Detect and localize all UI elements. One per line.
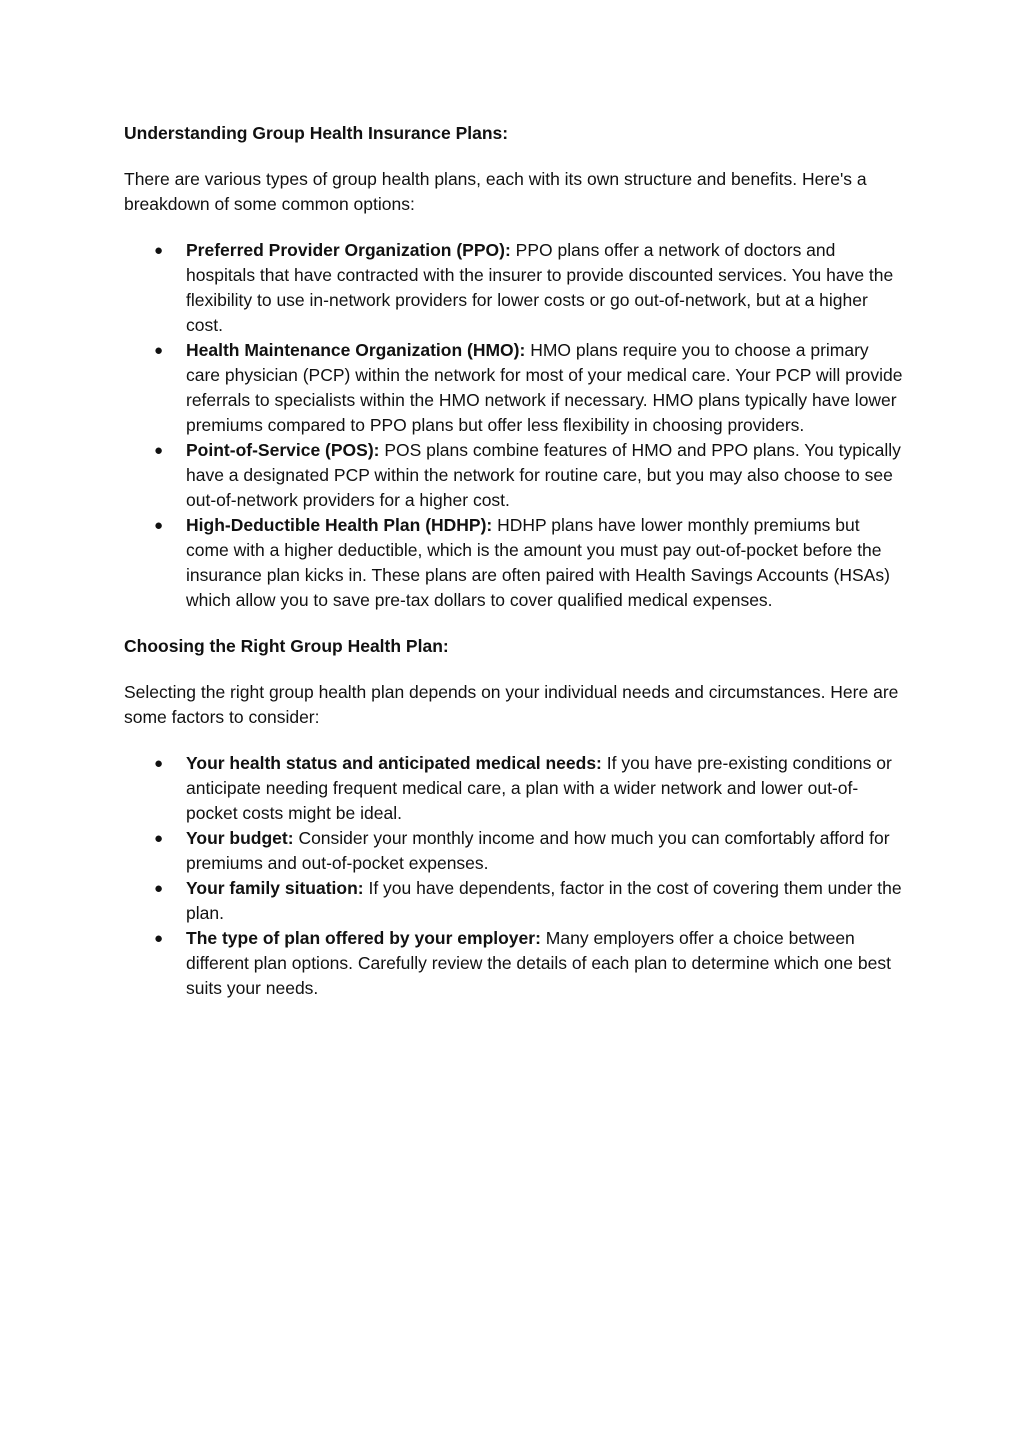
list-item-text: PPO plans offer a network of doctors and hospitals that have contracted with the insurer to provide discounted services. You have the flexibility to use in-network providers for lower costs or go out-of-network, but at a higher cost. xyxy=(186,240,894,335)
bullet-icon: ● xyxy=(154,242,164,259)
list-item-text: Consider your monthly income and how much you can comfortably afford for premiums and out-of-pocket expenses. xyxy=(186,828,890,873)
list-item-term: Your budget: xyxy=(186,828,294,848)
list-item-text: Many employers offer a choice between different plan options. Carefully review the details of each plan to determine which one best suits your needs. xyxy=(186,928,891,998)
document-page xyxy=(124,121,904,1001)
list-item-text: POS plans combine features of HMO and PPO plans. You typically have a designated PCP within the network for routine care, but you may also choose to see out-of-network providers for a higher cost. xyxy=(186,440,901,510)
section-intro-choosing: Selecting the right group health plan depends on your individual needs and circumstances. Here are some factors to consider: xyxy=(124,682,899,727)
bullet-icon: ● xyxy=(154,830,164,847)
bullet-icon: ● xyxy=(154,517,164,534)
list-item-term: The type of plan offered by your employer: xyxy=(186,928,541,948)
list-item-text: If you have dependents, factor in the cost of covering them under the plan. xyxy=(186,878,902,923)
bullet-icon: ● xyxy=(154,930,164,947)
section-intro-plans: There are various types of group health plans, each with its own structure and benefits. Here's a breakdown of some common options: xyxy=(124,169,867,214)
list-item-term: Your health status and anticipated medical needs: xyxy=(186,753,602,773)
list-item xyxy=(124,513,904,613)
list-item xyxy=(124,438,904,513)
bullet-icon: ● xyxy=(154,342,164,359)
list-item xyxy=(124,338,904,438)
list-item-term: Health Maintenance Organization (HMO): xyxy=(186,340,526,360)
list-item-term: Point-of-Service (POS): xyxy=(186,440,380,460)
plan-types-list xyxy=(124,238,904,613)
section-title-plans: Understanding Group Health Insurance Plans: xyxy=(124,123,509,143)
bullet-icon: ● xyxy=(154,442,164,459)
list-item xyxy=(124,926,904,1001)
list-item-text: HMO plans require you to choose a primary care physician (PCP) within the network for most of your medical care. Your PCP will provide referrals to specialists within the HMO network if necessary. HMO plans typically have lower premiums compared to PPO plans but offer less flexibility in choosing providers. xyxy=(186,340,903,435)
list-item xyxy=(124,751,904,826)
list-item xyxy=(124,238,904,338)
list-item-term: Preferred Provider Organization (PPO): xyxy=(186,240,511,260)
section-title-choosing: Choosing the Right Group Health Plan: xyxy=(124,636,449,656)
list-item-term: Your family situation: xyxy=(186,878,364,898)
bullet-icon: ● xyxy=(154,755,164,772)
list-item-term: High-Deductible Health Plan (HDHP): xyxy=(186,515,493,535)
list-item-text: If you have pre-existing conditions or anticipate needing frequent medical care, a plan with a wider network and lower out-of-pocket costs might be ideal. xyxy=(186,753,892,823)
list-item xyxy=(124,826,904,876)
list-item-text: HDHP plans have lower monthly premiums but come with a higher deductible, which is the amount you must pay out-of-pocket before the insurance plan kicks in. These plans are often paired with Health Savings Accounts (HSAs) which allow you to save pre-tax dollars to cover qualified medical expenses. xyxy=(186,515,890,610)
factors-list xyxy=(124,751,904,1001)
list-item xyxy=(124,876,904,926)
bullet-icon: ● xyxy=(154,880,164,897)
